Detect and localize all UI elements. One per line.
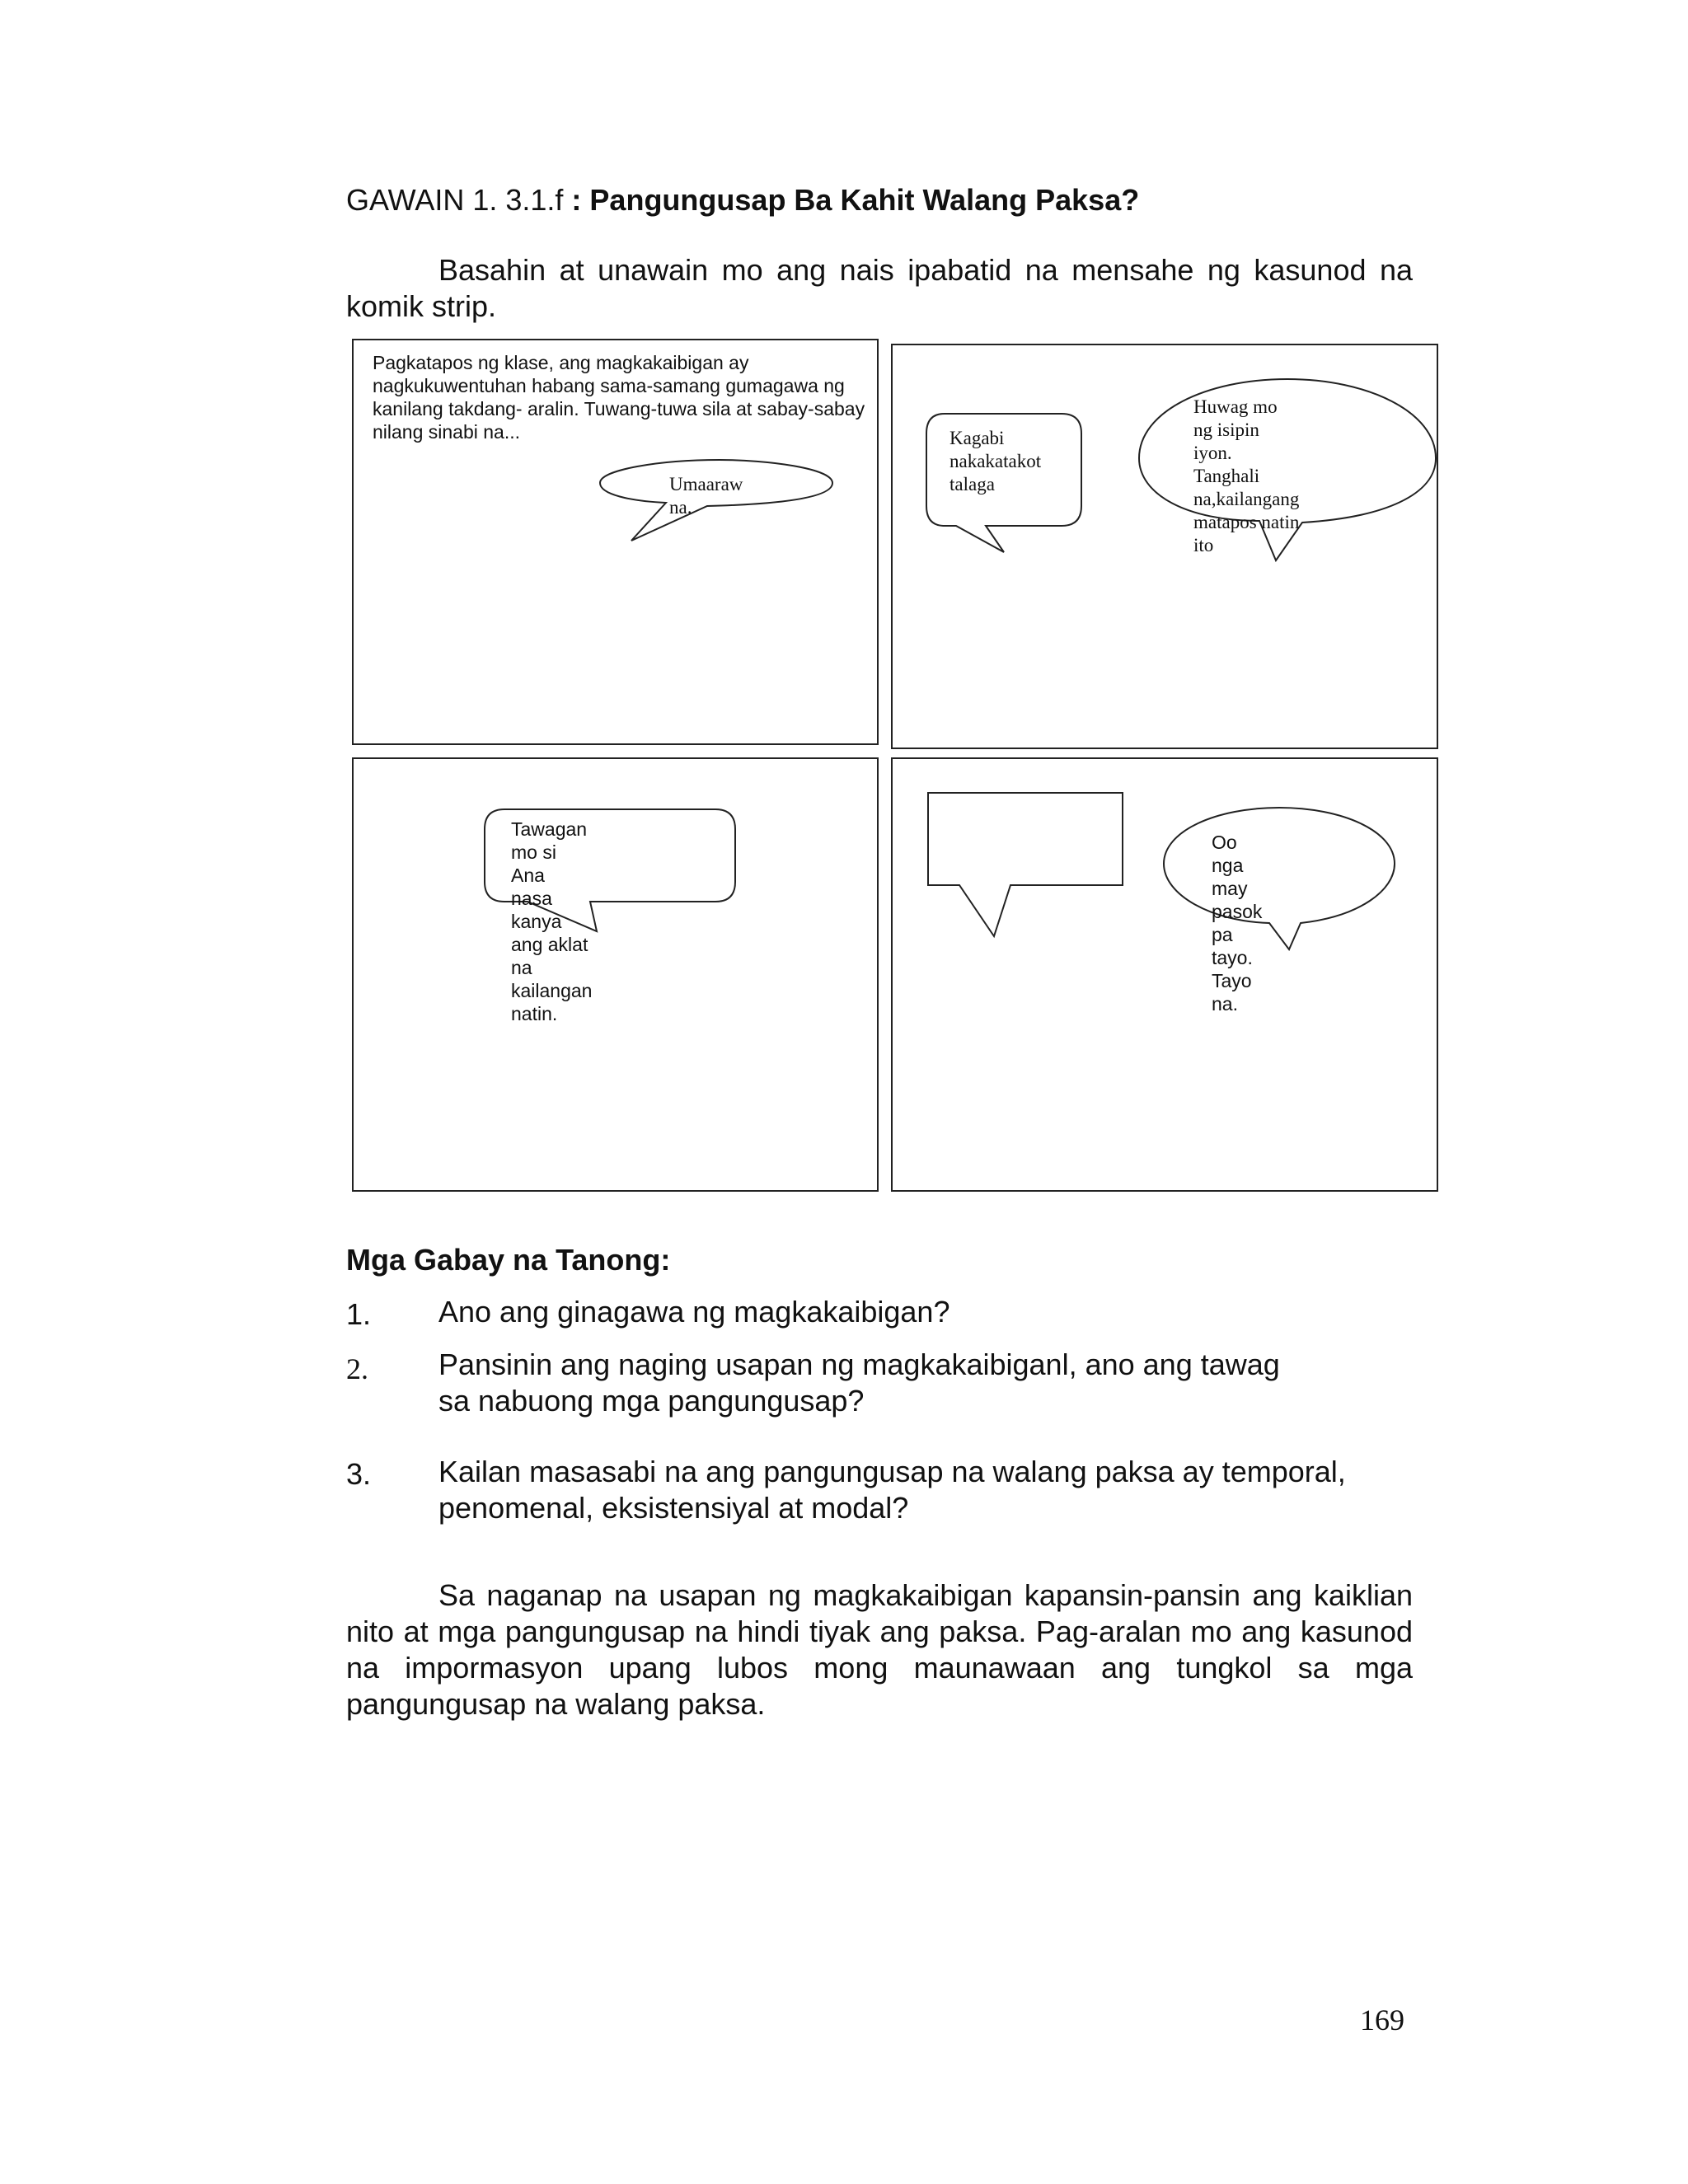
panel2-bubble2-line: Huwag mo ng isipin — [1193, 396, 1278, 440]
panel2-bubble1-text — [950, 427, 1041, 496]
question-3-line: penomenal, eksistensiyal at modal? — [438, 1491, 909, 1525]
question-1-text — [438, 1294, 950, 1330]
activity-number: GAWAIN 1. 3.1.f — [346, 183, 564, 217]
panel3-bubble-text — [511, 818, 592, 1025]
panel2-bubble2-line: iyon. Tanghali — [1193, 443, 1260, 486]
closing-text: Sa naganap na usapan ng magkakaibigan kapansin-pansin ang kaiklian nito at mga pangungusap na hindi tiyak ang paksa. Pag-aralan mo ang kasunod na impormasyon upang lubos mong maunawaan ang tungkol sa mga pangungusap na walang paksa. — [346, 1578, 1413, 1721]
guide-questions-title: Mga Gabay na Tanong: — [346, 1243, 671, 1277]
question-1-number: 1. — [346, 1297, 372, 1331]
activity-title: Pangungusap Ba Kahit Walang Paksa? — [589, 183, 1140, 217]
panel4-bubble-line: pasok pa tayo. — [1212, 901, 1263, 968]
panel4-empty-speech-bubble — [928, 793, 1123, 936]
panel2-bubble2-line: na,kailangang — [1193, 489, 1300, 509]
question-2-line: sa nabuong mga pangungusap? — [438, 1384, 865, 1418]
panel3-bubble-line: nasa kanya ang aklat — [511, 888, 588, 955]
panel3-bubble-line: Tawagan mo si Ana — [511, 818, 588, 886]
question-3-number: 3. — [346, 1457, 372, 1491]
question-2-line: Pansinin ang naging usapan ng magkakaibiganl, ano ang tawag — [438, 1347, 1280, 1381]
panel2-bubble1-line: nakakatakot — [950, 451, 1042, 471]
closing-paragraph — [346, 1577, 1413, 1722]
question-1-line: Ano ang ginagawa ng magkakaibigan? — [438, 1295, 950, 1329]
panel4-speech-bubble — [1164, 808, 1395, 949]
panel2-bubble2-text — [1193, 396, 1299, 557]
panel4-bubble-line: Oo nga may — [1212, 832, 1248, 899]
question-2-text — [438, 1347, 1280, 1419]
panel4-bubble-line: Tayo na. — [1212, 970, 1252, 1015]
question-3-line: Kailan masasabi na ang pangungusap na walang paksa ay temporal, — [438, 1455, 1346, 1488]
question-3-text — [438, 1454, 1346, 1526]
question-2-number: 2. — [346, 1352, 368, 1385]
page-number: 169 — [1360, 2004, 1404, 2036]
heading-colon: : — [563, 183, 590, 217]
panel2-bubble1-line: talaga — [950, 474, 995, 494]
panel2-bubble2-line: matapos natin ito — [1193, 512, 1300, 555]
intro-text: Basahin at unawain mo ang nais ipabatid na mensahe ng kasunod na komik strip. — [346, 253, 1413, 323]
panel1-bubble-text: Umaaraw na. — [669, 474, 743, 518]
panel2-bubble1-line: Kagabi — [950, 428, 1005, 448]
panel3-bubble-line: na kailangan natin. — [511, 957, 593, 1024]
panel1-narration: Pagkatapos ng klase, ang magkakaibigan ay nagkukuwentuhan habang sama-samang gumagawa ng kanilang takdang- aralin. Tuwang-tuwa sila at sabay-sabay nilang sinabi na... — [373, 352, 865, 443]
panel4-bubble-text — [1212, 831, 1262, 1015]
